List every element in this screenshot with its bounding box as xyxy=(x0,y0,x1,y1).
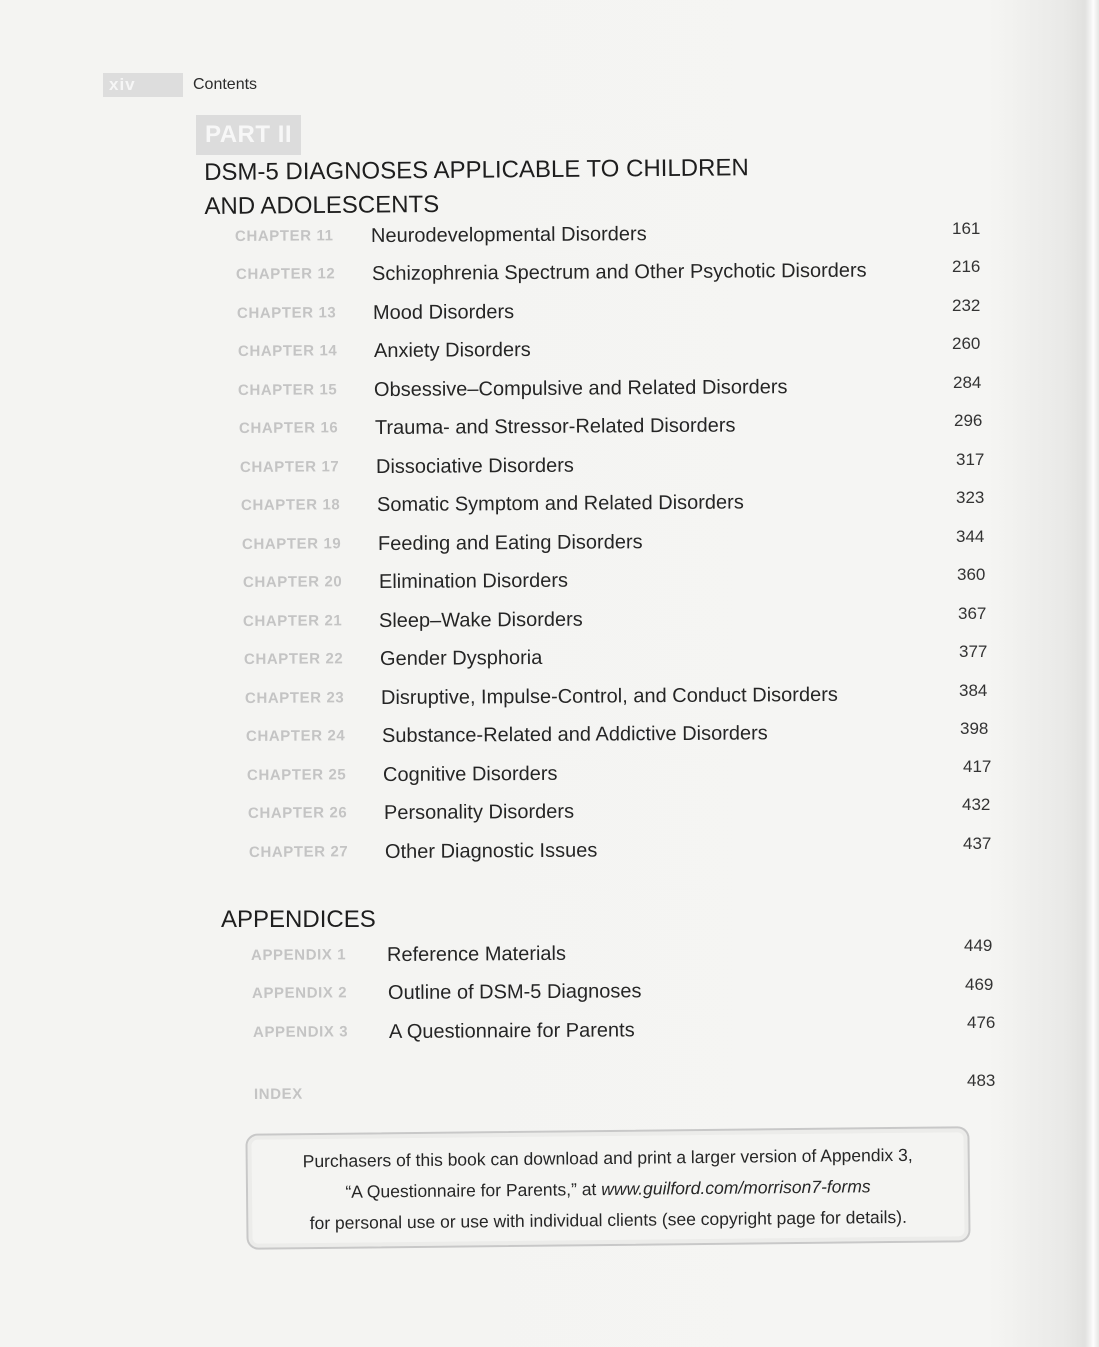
appendix-label: APPENDIX 3 xyxy=(252,1023,349,1041)
page-number: 360 xyxy=(957,565,986,584)
chapter-title: Feeding and Eating Disorders xyxy=(377,531,643,556)
page-number: 398 xyxy=(960,719,989,738)
notice-line-3: for personal use or use with individual clients (see copyright page for details). xyxy=(309,1206,908,1234)
appendix-label: APPENDIX 1 xyxy=(250,946,347,964)
page-number: 384 xyxy=(959,681,988,700)
chapter-title: Schizophrenia Spectrum and Other Psychotic Disorders xyxy=(371,259,867,286)
page-number: 216 xyxy=(952,257,981,276)
chapter-title: Elimination Disorders xyxy=(378,569,569,594)
chapter-label: CHAPTER 11 xyxy=(234,227,334,245)
appendix-title: Outline of DSM-5 Diagnoses xyxy=(387,980,642,1005)
chapter-label: CHAPTER 23 xyxy=(244,689,345,707)
part-title-line-2: AND ADOLESCENTS xyxy=(204,190,440,220)
page-number: 296 xyxy=(954,411,983,430)
page-number: 432 xyxy=(962,795,991,814)
page-number: 377 xyxy=(959,642,988,661)
chapter-title: Neurodevelopmental Disorders xyxy=(370,223,647,248)
appendix-label: APPENDIX 2 xyxy=(251,984,348,1002)
chapter-label: CHAPTER 19 xyxy=(241,535,342,553)
chapter-label: CHAPTER 17 xyxy=(239,458,340,476)
page-number: 476 xyxy=(967,1013,996,1032)
chapter-label: CHAPTER 24 xyxy=(245,727,346,745)
chapter-label: CHAPTER 13 xyxy=(236,304,337,322)
appendix-title: Reference Materials xyxy=(386,942,567,967)
notice-line-2 xyxy=(248,1175,968,1204)
part-title-line-1: DSM-5 DIAGNOSES APPLICABLE TO CHILDREN xyxy=(204,154,749,186)
page-number: 260 xyxy=(952,334,981,353)
index-label: INDEX xyxy=(253,1085,303,1103)
chapter-title: Cognitive Disorders xyxy=(382,762,558,787)
page-number: 449 xyxy=(964,936,993,955)
running-title: Contents xyxy=(193,76,258,93)
appendix-title: A Questionnaire for Parents xyxy=(388,1019,635,1044)
page-number: 437 xyxy=(963,834,992,853)
chapter-title: Anxiety Disorders xyxy=(373,338,531,363)
page-number: 323 xyxy=(956,488,985,507)
chapter-title: Somatic Symptom and Related Disorders xyxy=(376,491,744,517)
page-number: 232 xyxy=(952,296,981,315)
chapter-label: CHAPTER 21 xyxy=(242,612,343,630)
download-notice-box xyxy=(245,1126,970,1250)
page-number: 367 xyxy=(958,604,987,623)
page-number: 344 xyxy=(956,527,985,546)
chapter-label: CHAPTER 20 xyxy=(242,573,343,591)
page-number: 469 xyxy=(965,975,994,994)
chapter-title: Other Diagnostic Issues xyxy=(384,839,598,864)
chapter-label: CHAPTER 27 xyxy=(248,843,349,861)
chapter-title: Dissociative Disorders xyxy=(375,454,574,479)
page-folio: xiv xyxy=(103,73,183,97)
chapter-title: Substance-Related and Addictive Disorders xyxy=(381,722,768,748)
page-number: 417 xyxy=(963,757,992,776)
page-number: 284 xyxy=(953,373,982,392)
page-number: 317 xyxy=(956,450,985,469)
chapter-label: CHAPTER 25 xyxy=(246,766,347,784)
chapter-label: CHAPTER 16 xyxy=(238,419,339,437)
notice-line-1: Purchasers of this book can download and print a larger version of Appendix 3, xyxy=(302,1144,913,1172)
chapter-title: Personality Disorders xyxy=(383,800,575,825)
chapter-label: CHAPTER 22 xyxy=(243,650,344,668)
notice-line-2-text: “A Questionnaire for Parents,” at xyxy=(345,1179,602,1202)
chapter-title: Gender Dysphoria xyxy=(379,646,543,671)
chapter-title: Trauma- and Stressor-Related Disorders xyxy=(374,414,736,440)
page-number: 161 xyxy=(952,219,981,238)
chapter-label: CHAPTER 18 xyxy=(240,496,341,514)
chapter-label: CHAPTER 12 xyxy=(235,265,336,283)
part-badge: PART II xyxy=(196,115,301,155)
chapter-label: CHAPTER 15 xyxy=(237,381,338,399)
download-url-link[interactable]: www.guilford.com/morrison7-forms xyxy=(601,1176,871,1200)
chapter-label: CHAPTER 14 xyxy=(237,342,338,360)
chapter-title: Sleep–Wake Disorders xyxy=(378,608,583,633)
chapter-label: CHAPTER 26 xyxy=(247,804,348,822)
chapter-title: Disruptive, Impulse-Control, and Conduct Disorders xyxy=(380,683,838,710)
page-number: 483 xyxy=(967,1071,996,1090)
appendices-heading: APPENDICES xyxy=(221,906,376,933)
chapter-title: Mood Disorders xyxy=(372,301,515,325)
chapter-title: Obsessive–Compulsive and Related Disorders xyxy=(373,376,788,402)
